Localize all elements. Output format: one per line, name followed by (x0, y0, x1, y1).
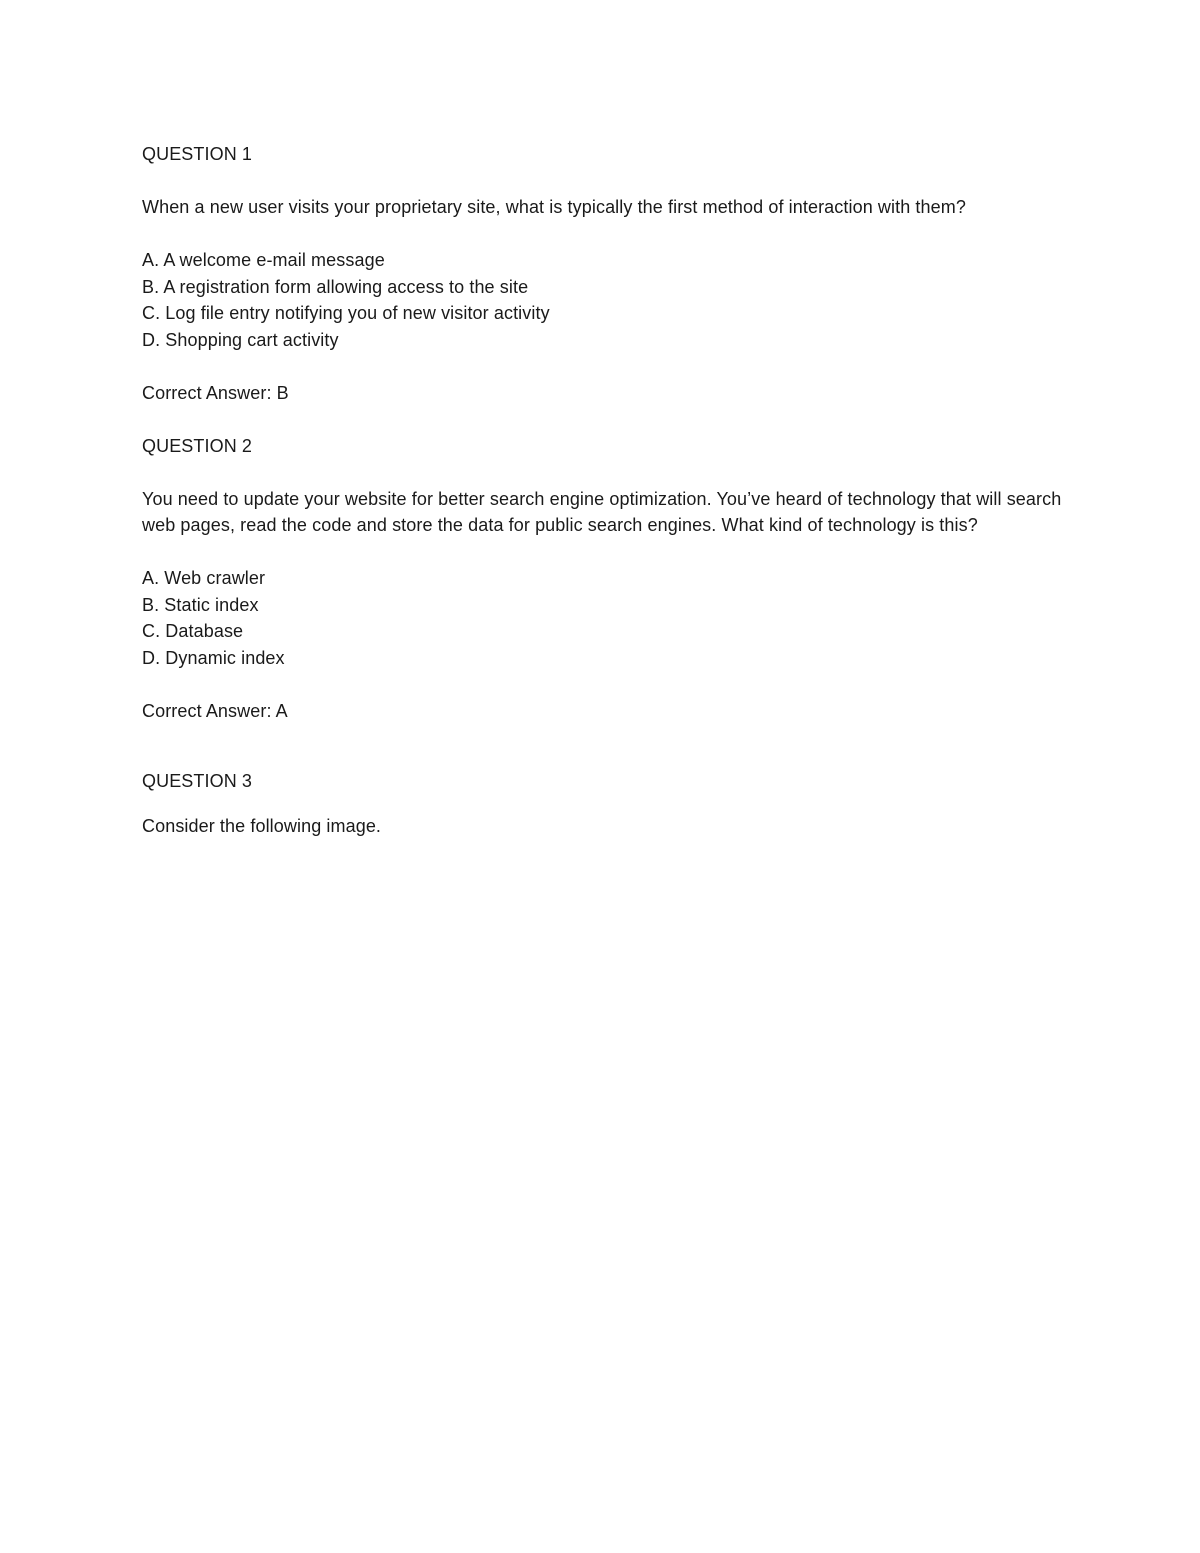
option-a: A. Web crawler (142, 568, 266, 588)
option-d: D. Dynamic index (142, 647, 285, 668)
correct-answer: Correct Answer: A (142, 700, 288, 721)
question-heading: QUESTION 2 (142, 435, 253, 456)
option-a: A. A welcome e-mail message (142, 250, 385, 270)
option-b: B. A registration form allowing access to the site (142, 276, 529, 297)
question-text: When a new user visits your proprietary site, what is typically the first method of interaction with them? (142, 197, 966, 217)
question-3 (142, 768, 1072, 839)
question-2 (142, 433, 1072, 725)
option-c: C. Log file entry notifying you of new visitor activity (142, 303, 550, 323)
question-heading: QUESTION 3 (142, 771, 253, 791)
question-text: You need to update your website for better search engine optimization. You’ve heard of technology that will search web pages, read the code and store the data for public search engines. What kind of technology is this? (142, 488, 1062, 535)
question-text: Consider the following image. (142, 815, 382, 836)
correct-answer: Correct Answer: B (142, 382, 289, 403)
option-d: D. Shopping cart activity (142, 329, 339, 350)
option-b: B. Static index (142, 594, 259, 615)
answer-options (142, 565, 1072, 671)
question-1 (142, 141, 1072, 406)
question-heading: QUESTION 1 (142, 144, 253, 164)
option-c: C. Database (142, 621, 244, 641)
answer-options (142, 247, 1072, 353)
document-content (142, 141, 1072, 866)
